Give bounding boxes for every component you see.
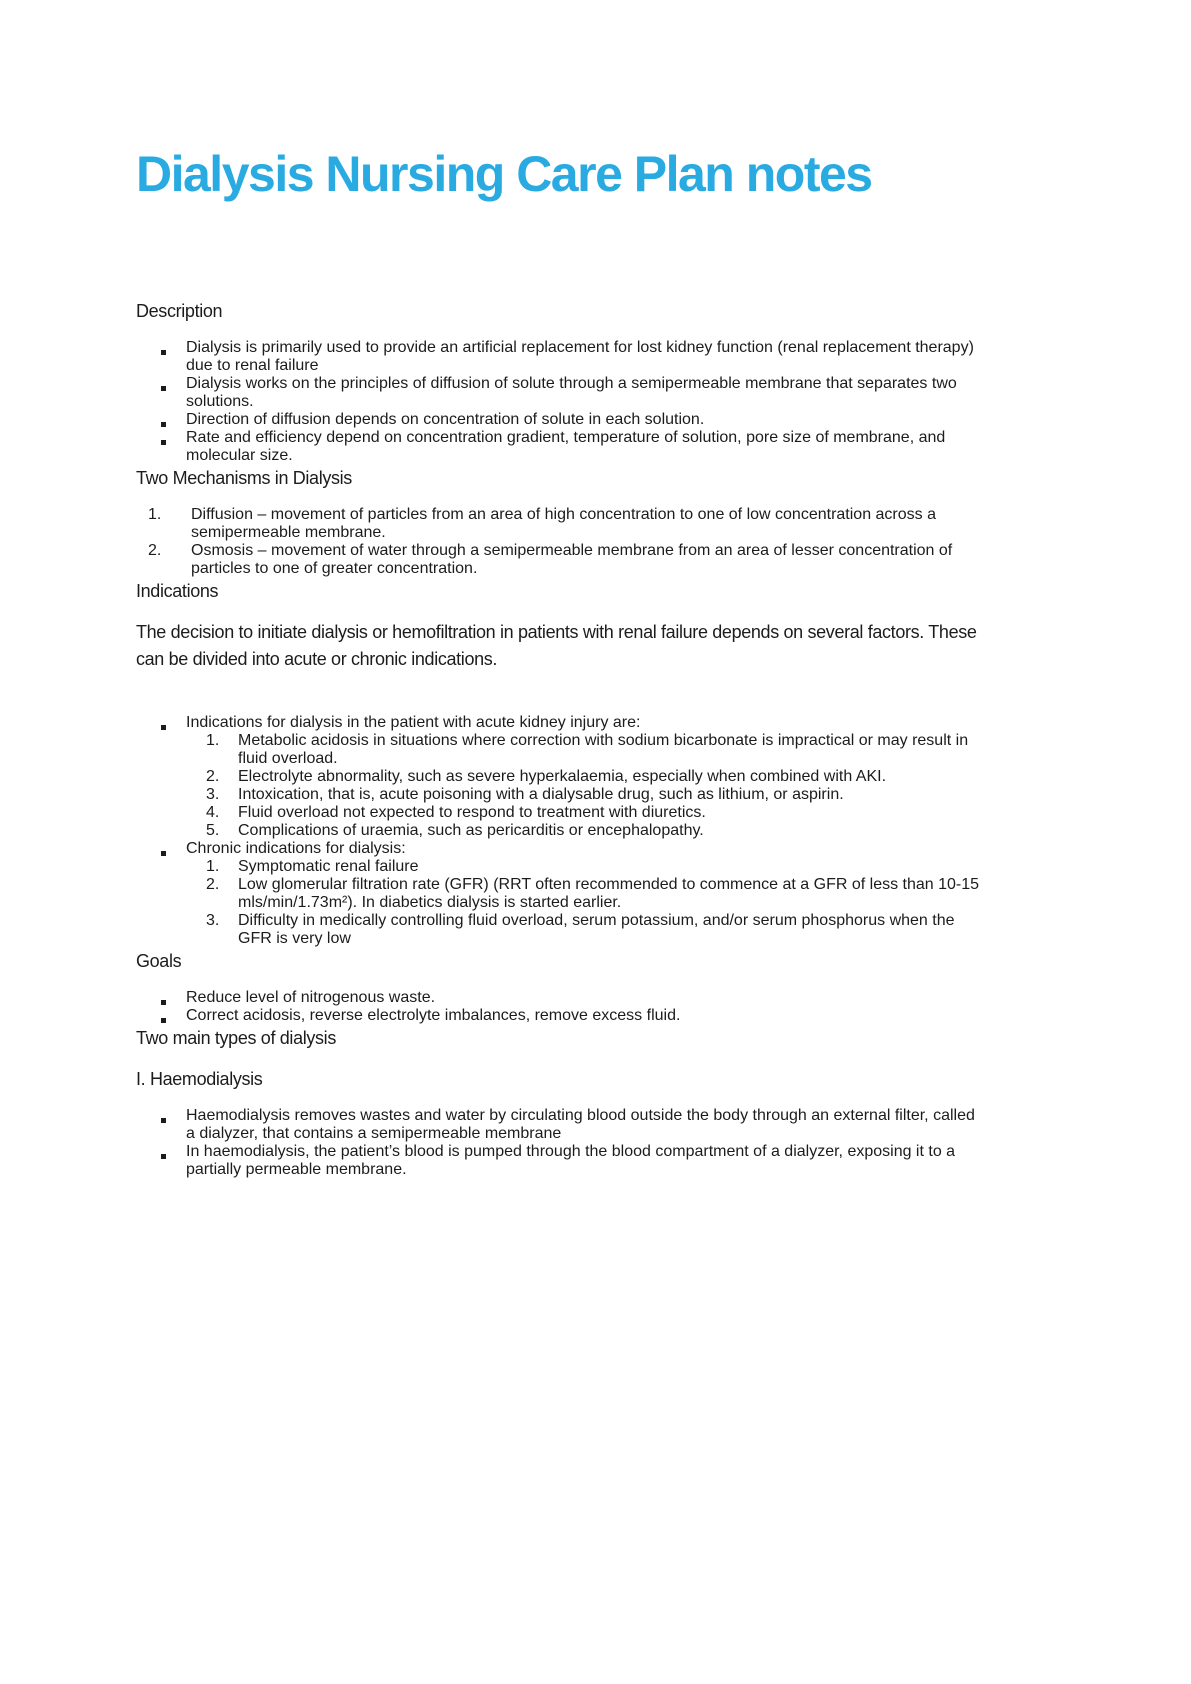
bullet-marker-icon bbox=[136, 989, 186, 1007]
numbered-text: Diffusion – movement of particles from an area of high concentration to one of low concentration across a semipermeable membrane. bbox=[191, 505, 936, 541]
indications-intro: The decision to initiate dialysis or hemofiltration in patients with renal failure depends on several factors. These can be divided into acute or chronic indications. bbox=[136, 621, 977, 669]
subheading-haemodialysis: I. Haemodialysis bbox=[136, 1068, 263, 1089]
number-marker bbox=[136, 506, 191, 542]
list-item bbox=[136, 714, 984, 732]
bullet-text: Haemodialysis removes wastes and water by circulating blood outside the body through an external filter, called a dialyzer, that contains a semipermeable membrane bbox=[186, 1106, 975, 1142]
bullet-text: Chronic indications for dialysis: bbox=[186, 839, 406, 857]
bullet-marker-icon bbox=[136, 1007, 186, 1025]
numbered-text: Fluid overload not expected to respond to treatment with diuretics. bbox=[238, 803, 706, 821]
list-item bbox=[136, 339, 984, 375]
numbered-text: Osmosis – movement of water through a semipermeable membrane from an area of lesser concentration of particles to one of greater concentration. bbox=[191, 541, 953, 577]
mechanisms-numbered-list bbox=[136, 506, 984, 578]
description-bullet-list bbox=[136, 339, 984, 465]
bullet-marker-icon bbox=[136, 1107, 186, 1143]
list-item bbox=[136, 375, 984, 411]
numbered-text: Metabolic acidosis in situations where correction with sodium bicarbonate is impractical or may result in fluid overload. bbox=[238, 731, 969, 767]
document-content bbox=[136, 146, 984, 1179]
numbered-item bbox=[136, 542, 984, 578]
list-item bbox=[136, 1007, 984, 1025]
bullet-marker-icon bbox=[136, 840, 186, 858]
section-heading-description: Description bbox=[136, 300, 223, 321]
bullet-text: Dialysis works on the principles of diffusion of solute through a semipermeable membrane that separates two solutions. bbox=[186, 374, 957, 410]
numbered-item bbox=[136, 732, 984, 768]
bullet-text: Direction of diffusion depends on concentration of solute in each solution. bbox=[186, 410, 705, 428]
bullet-marker-icon bbox=[136, 429, 186, 465]
numbered-text: Low glomerular filtration rate (GFR) (RRT often recommended to commence at a GFR of less than 10-15 mls/min/1.73m²). In diabetics dialysis is started earlier. bbox=[238, 875, 980, 911]
numbered-item bbox=[136, 768, 984, 786]
list-item bbox=[136, 429, 984, 465]
section-heading-mechanisms: Two Mechanisms in Dialysis bbox=[136, 467, 352, 488]
bullet-text: Rate and efficiency depend on concentration gradient, temperature of solution, pore size of membrane, and molecular size. bbox=[186, 428, 946, 464]
numbered-item bbox=[136, 804, 984, 822]
list-item bbox=[136, 989, 984, 1007]
numbered-item bbox=[136, 786, 984, 804]
number-marker bbox=[136, 858, 238, 876]
list-item bbox=[136, 1143, 984, 1179]
number-marker bbox=[136, 768, 238, 786]
numbered-item bbox=[136, 876, 984, 912]
indications-bullet-list bbox=[136, 714, 984, 948]
bullet-marker-icon bbox=[136, 714, 186, 732]
page-title: Dialysis Nursing Care Plan notes bbox=[136, 146, 872, 202]
bullet-text: Indications for dialysis in the patient with acute kidney injury are: bbox=[186, 713, 641, 731]
bullet-marker-icon bbox=[136, 375, 186, 411]
number-marker bbox=[136, 732, 238, 768]
number-marker bbox=[136, 804, 238, 822]
bullet-text: Reduce level of nitrogenous waste. bbox=[186, 988, 436, 1006]
bullet-marker-icon bbox=[136, 1143, 186, 1179]
number-marker bbox=[136, 876, 238, 912]
bullet-marker-icon bbox=[136, 411, 186, 429]
number-marker bbox=[136, 542, 191, 578]
goals-bullet-list bbox=[136, 989, 984, 1025]
numbered-item bbox=[136, 822, 984, 840]
section-heading-goals: Goals bbox=[136, 950, 182, 971]
section-heading-types: Two main types of dialysis bbox=[136, 1027, 336, 1048]
chronic-indications-numbered-list bbox=[136, 858, 984, 948]
numbered-text: Difficulty in medically controlling fluid overload, serum potassium, and/or serum phosphorus when the GFR is very low bbox=[238, 911, 955, 947]
numbered-item bbox=[136, 506, 984, 542]
numbered-text: Electrolyte abnormality, such as severe hyperkalaemia, especially when combined with AKI. bbox=[238, 767, 887, 785]
number-marker bbox=[136, 912, 238, 948]
haemodialysis-bullet-list bbox=[136, 1107, 984, 1179]
numbered-text: Complications of uraemia, such as pericarditis or encephalopathy. bbox=[238, 821, 704, 839]
numbered-text: Symptomatic renal failure bbox=[238, 857, 419, 875]
bullet-marker-icon bbox=[136, 339, 186, 375]
list-item bbox=[136, 840, 984, 858]
bullet-text: In haemodialysis, the patient’s blood is pumped through the blood compartment of a dialyzer, exposing it to a partially permeable membrane. bbox=[186, 1142, 956, 1178]
bullet-text: Correct acidosis, reverse electrolyte imbalances, remove excess fluid. bbox=[186, 1006, 681, 1024]
section-heading-indications: Indications bbox=[136, 580, 219, 601]
number-marker bbox=[136, 786, 238, 804]
acute-indications-numbered-list bbox=[136, 732, 984, 840]
list-item bbox=[136, 1107, 984, 1143]
numbered-text: Intoxication, that is, acute poisoning with a dialysable drug, such as lithium, or aspirin. bbox=[238, 785, 844, 803]
numbered-item bbox=[136, 858, 984, 876]
bullet-text: Dialysis is primarily used to provide an artificial replacement for lost kidney function (renal replacement therapy) due to renal failure bbox=[186, 338, 974, 374]
list-item bbox=[136, 411, 984, 429]
number-marker bbox=[136, 822, 238, 840]
numbered-item bbox=[136, 912, 984, 948]
